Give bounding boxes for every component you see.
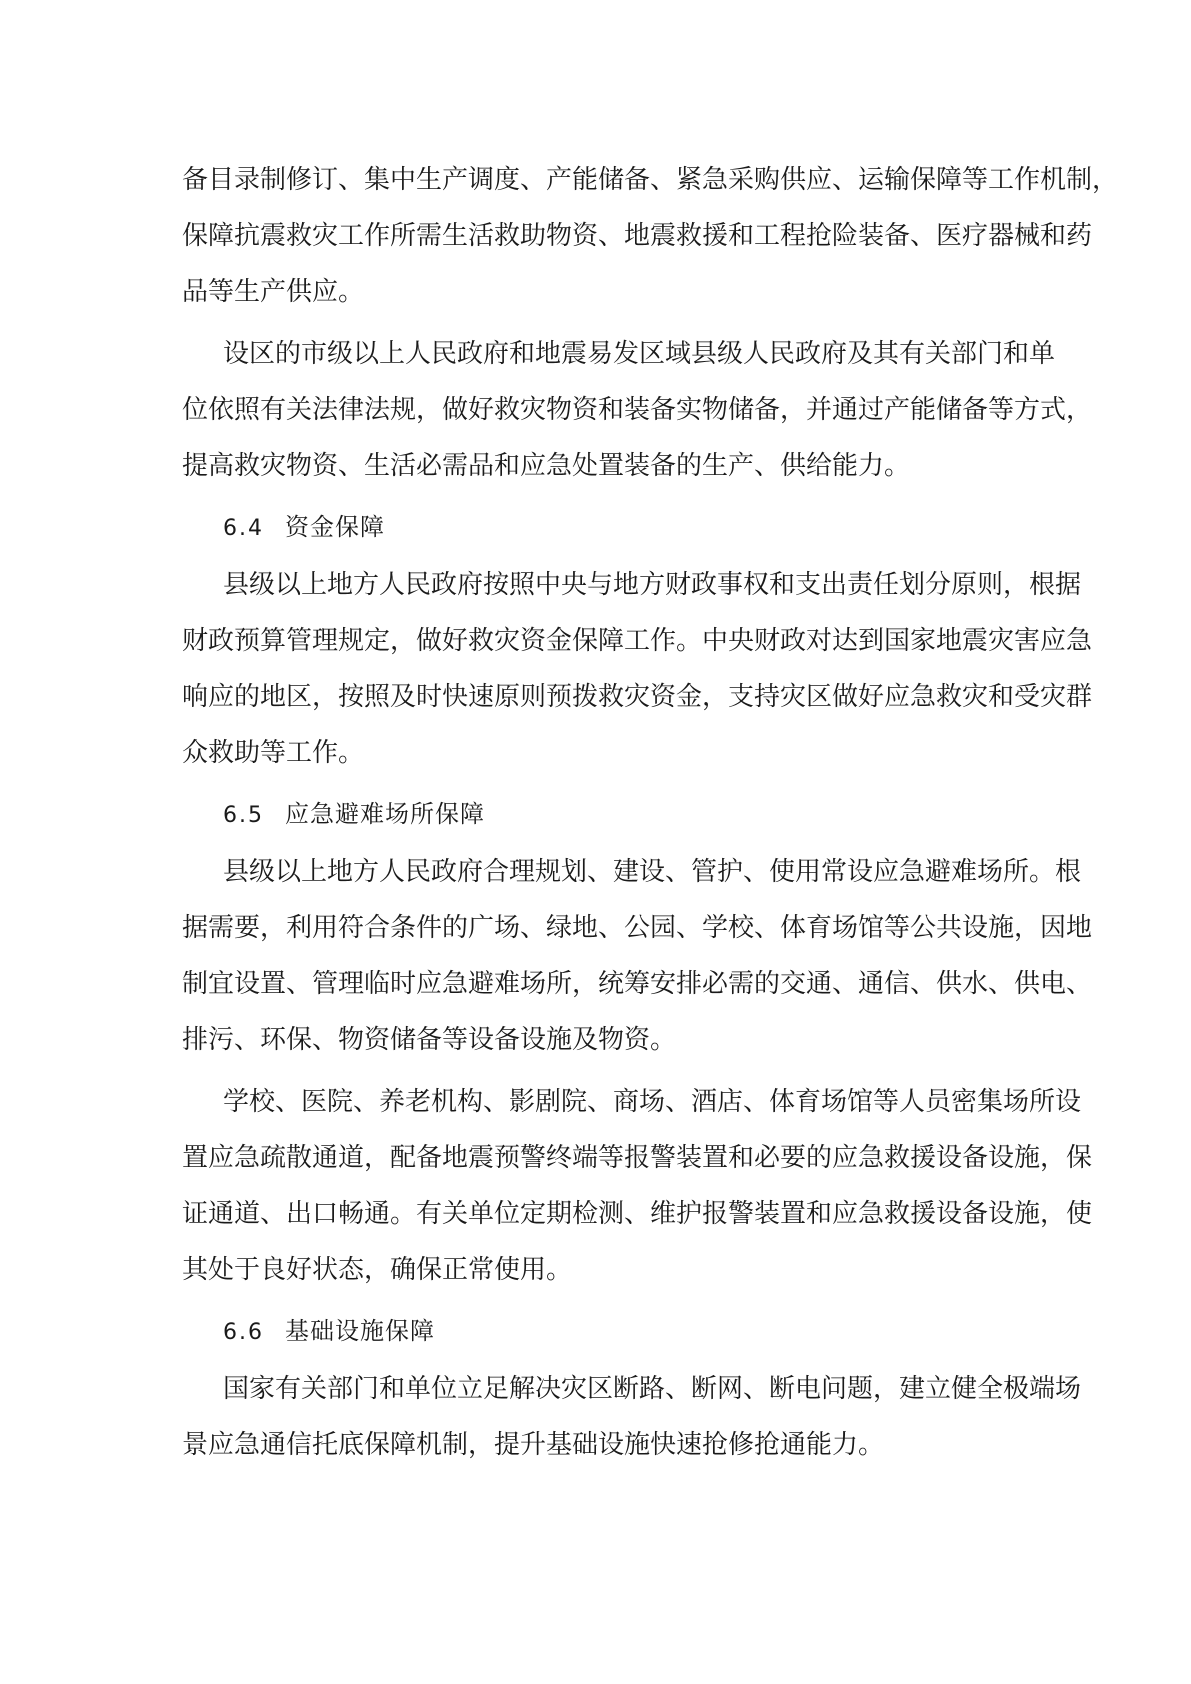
paragraph-line: 保障抗震救灾工作所需生活救助物资、地震救援和工程抢险装备、医疗器械和药 [182, 221, 1093, 251]
paragraph-line: 县级以上地方人民政府按照中央与地方财政事权和支出责任划分原则，根据 [223, 570, 1082, 600]
paragraph-line: 备目录制修订、集中生产调度、产能储备、紧急采购供应、运输保障等工作机制， [182, 165, 1119, 195]
paragraph-line: 位依照有关法律法规，做好救灾物资和装备实物储备，并通过产能储备等方式， [182, 395, 1093, 425]
paragraph-line: 财政预算管理规定，做好救灾资金保障工作。中央财政对达到国家地震灾害应急 [182, 626, 1093, 656]
paragraph-line: 品等生产供应。 [182, 277, 365, 307]
section-heading [223, 794, 485, 834]
paragraph-line: 县级以上地方人民政府合理规划、建设、管护、使用常设应急避难场所。根 [223, 857, 1082, 887]
section-title: 应急避难场所保障 [285, 800, 485, 828]
paragraph-line: 众救助等工作。 [182, 738, 365, 768]
paragraph-line: 其处于良好状态，确保正常使用。 [182, 1255, 573, 1285]
section-title: 基础设施保障 [285, 1317, 435, 1345]
section-number: 6.6 [223, 1320, 264, 1345]
paragraph-line: 证通道、出口畅通。有关单位定期检测、维护报警装置和应急救援设备设施，使 [182, 1199, 1093, 1229]
section-number: 6.4 [223, 516, 264, 541]
paragraph-line: 置应急疏散通道，配备地震预警终端等报警装置和必要的应急救援设备设施，保 [182, 1143, 1093, 1173]
paragraph-line: 响应的地区，按照及时快速原则预拨救灾资金，支持灾区做好应急救灾和受灾群 [182, 682, 1093, 712]
paragraph-line: 排污、环保、物资储备等设备设施及物资。 [182, 1025, 677, 1055]
paragraph-line: 学校、医院、养老机构、影剧院、商场、酒店、体育场馆等人员密集场所设 [223, 1087, 1082, 1117]
paragraph-line: 据需要，利用符合条件的广场、绿地、公园、学校、体育场馆等公共设施，因地 [182, 913, 1093, 943]
paragraph-line: 提高救灾物资、生活必需品和应急处置装备的生产、供给能力。 [182, 451, 911, 481]
paragraph-line: 设区的市级以上人民政府和地震易发区域县级人民政府及其有关部门和单 [223, 339, 1056, 369]
section-title: 资金保障 [285, 513, 385, 541]
paragraph-line: 国家有关部门和单位立足解决灾区断路、断网、断电问题，建立健全极端场 [223, 1374, 1082, 1404]
section-heading [223, 1311, 435, 1351]
section-number: 6.5 [223, 803, 264, 828]
section-heading [223, 507, 385, 547]
paragraph-line: 景应急通信托底保障机制，提升基础设施快速抢修抢通能力。 [182, 1430, 885, 1460]
paragraph-line: 制宜设置、管理临时应急避难场所，统筹安排必需的交通、通信、供水、供电、 [182, 969, 1093, 999]
